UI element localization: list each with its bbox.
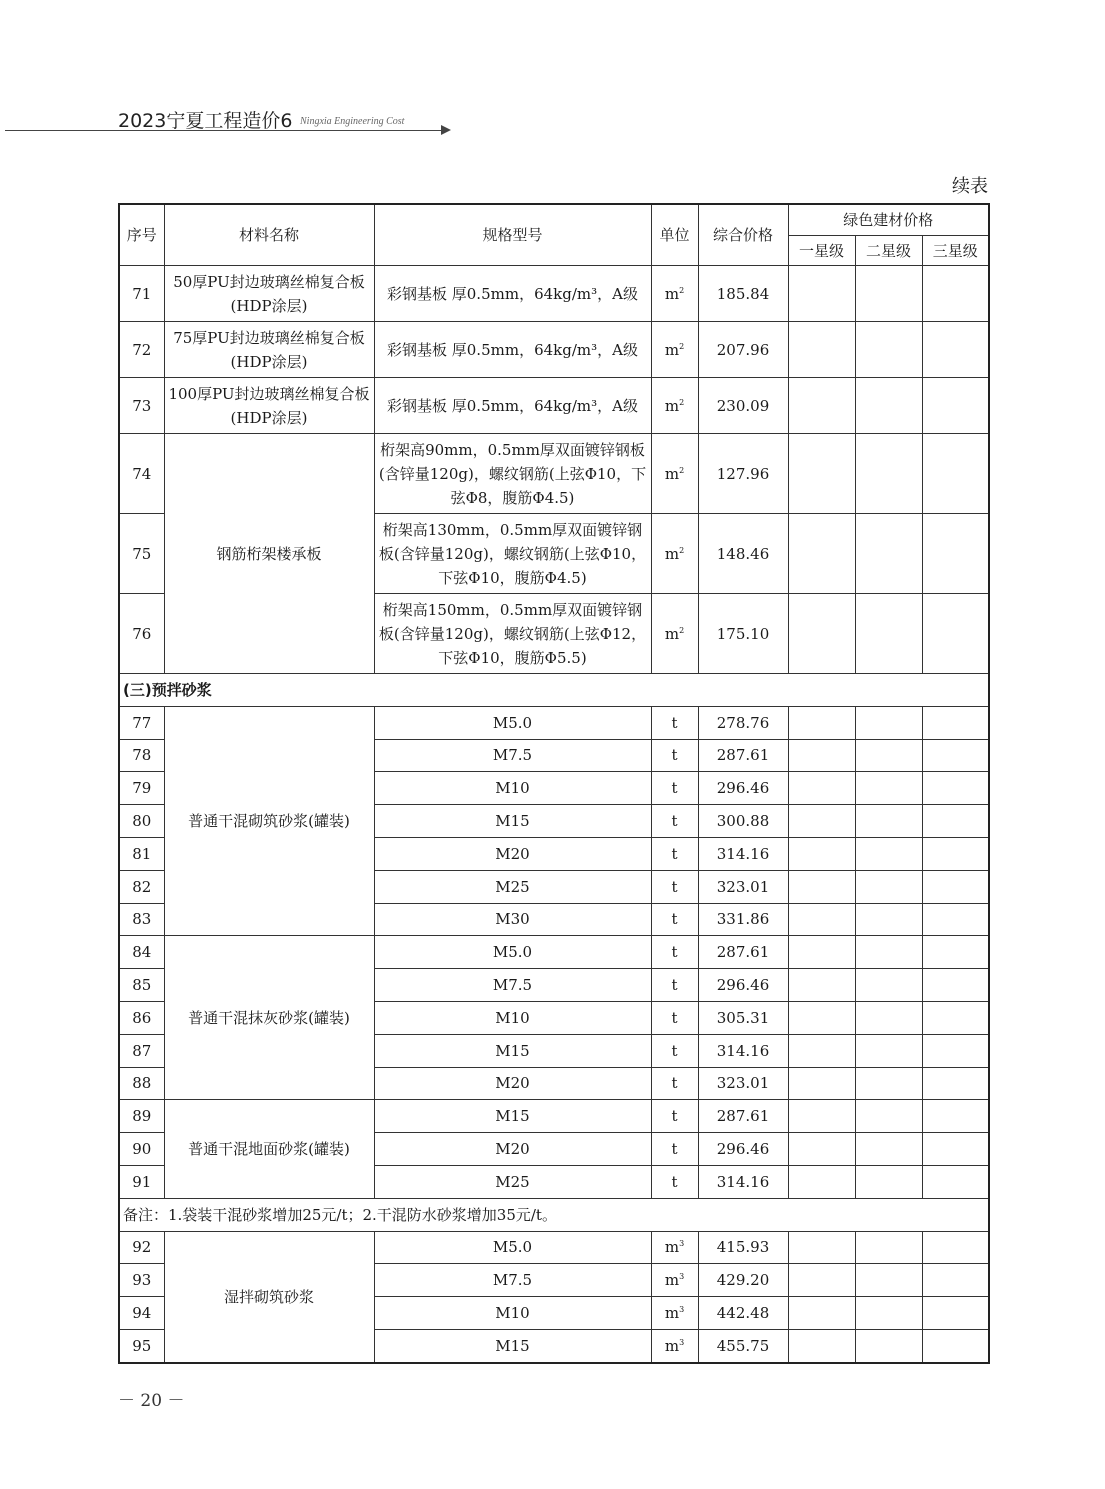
spec-cell: M30 — [374, 903, 651, 936]
price-cell: 148.46 — [698, 514, 788, 594]
row-number-cell: 73 — [119, 378, 164, 434]
star1-cell — [788, 594, 855, 674]
star1-cell — [788, 1297, 855, 1330]
spec-cell: M7.5 — [374, 1264, 651, 1297]
star2-cell — [855, 739, 922, 772]
price-cell: 455.75 — [698, 1329, 788, 1362]
material-name-cell: 钢筋桁架楼承板 — [164, 434, 374, 674]
col-header-price: 综合价格 — [698, 204, 788, 266]
star2-cell — [855, 936, 922, 969]
star1-cell — [788, 266, 855, 322]
spec-cell: M20 — [374, 837, 651, 870]
row-number-cell: 77 — [119, 706, 164, 739]
spec-cell: 彩钢基板 厚0.5mm，64kg/m³，A级 — [374, 266, 651, 322]
section-heading-text: (三)预拌砂浆 — [119, 674, 989, 707]
star3-cell — [922, 1034, 989, 1067]
star1-cell — [788, 969, 855, 1002]
row-number-cell: 94 — [119, 1297, 164, 1330]
col-header-star2: 二星级 — [855, 236, 922, 266]
row-number-cell: 76 — [119, 594, 164, 674]
running-header-title: 2023宁夏工程造价6 — [118, 110, 293, 132]
spec-cell: M15 — [374, 805, 651, 838]
star3-cell — [922, 805, 989, 838]
unit-cell: $m^3$ — [651, 1329, 698, 1362]
row-number-cell: 95 — [119, 1329, 164, 1362]
star3-cell — [922, 322, 989, 378]
table-row — [119, 434, 989, 514]
unit-cell: $m^2$ — [651, 378, 698, 434]
star2-cell — [855, 1001, 922, 1034]
continued-label: 续表 — [952, 176, 988, 197]
unit-cell: t — [651, 870, 698, 903]
price-cell: 314.16 — [698, 1034, 788, 1067]
material-name-cell: 普通干混地面砂浆(罐装) — [164, 1100, 374, 1198]
star1-cell — [788, 837, 855, 870]
row-number-cell: 92 — [119, 1231, 164, 1264]
star1-cell — [788, 739, 855, 772]
row-number-cell: 89 — [119, 1100, 164, 1133]
unit-cell: t — [651, 837, 698, 870]
table-row — [119, 706, 989, 739]
unit-cell: t — [651, 903, 698, 936]
spec-cell: M15 — [374, 1100, 651, 1133]
star3-cell — [922, 1001, 989, 1034]
star2-cell — [855, 594, 922, 674]
star3-cell — [922, 1133, 989, 1166]
table-note-text: 备注：1.袋装干混砂浆增加25元/t；2.干混防水砂浆增加35元/t。 — [119, 1198, 989, 1231]
star1-cell — [788, 1100, 855, 1133]
price-cell: 175.10 — [698, 594, 788, 674]
unit-cell: t — [651, 1165, 698, 1198]
unit-cell: $m^2$ — [651, 594, 698, 674]
col-header-star3: 三星级 — [922, 236, 989, 266]
spec-cell: 彩钢基板 厚0.5mm，64kg/m³，A级 — [374, 378, 651, 434]
star2-cell — [855, 837, 922, 870]
table-row — [119, 322, 989, 378]
unit-cell: t — [651, 1034, 698, 1067]
row-number-cell: 87 — [119, 1034, 164, 1067]
price-cell: 305.31 — [698, 1001, 788, 1034]
spec-cell: M20 — [374, 1133, 651, 1166]
spec-cell: M15 — [374, 1034, 651, 1067]
price-cell: 278.76 — [698, 706, 788, 739]
spec-cell: M25 — [374, 1165, 651, 1198]
spec-cell: 桁架高130mm，0.5mm厚双面镀锌钢板(含锌量120g)，螺纹钢筋(上弦Φ10，下弦Φ10，腹筋Φ4.5) — [374, 514, 651, 594]
star3-cell — [922, 594, 989, 674]
unit-cell: $m^3$ — [651, 1231, 698, 1264]
col-header-spec: 规格型号 — [374, 204, 651, 266]
material-name-cell: 50厚PU封边玻璃丝棉复合板(HDP涂层) — [164, 266, 374, 322]
row-number-cell: 91 — [119, 1165, 164, 1198]
star3-cell — [922, 266, 989, 322]
row-number-cell: 84 — [119, 936, 164, 969]
star2-cell — [855, 870, 922, 903]
star1-cell — [788, 1264, 855, 1297]
material-name-cell: 100厚PU封边玻璃丝棉复合板(HDP涂层) — [164, 378, 374, 434]
star2-cell — [855, 1133, 922, 1166]
row-number-cell: 80 — [119, 805, 164, 838]
price-cell: 331.86 — [698, 903, 788, 936]
star3-cell — [922, 870, 989, 903]
unit-cell: t — [651, 969, 698, 1002]
table-row — [119, 266, 989, 322]
spec-cell: M15 — [374, 1329, 651, 1362]
spec-cell: M5.0 — [374, 936, 651, 969]
star3-cell — [922, 434, 989, 514]
price-cell: 296.46 — [698, 1133, 788, 1166]
spec-cell: M5.0 — [374, 706, 651, 739]
star2-cell — [855, 1264, 922, 1297]
spec-cell: 桁架高90mm，0.5mm厚双面镀锌钢板(含锌量120g)，螺纹钢筋(上弦Φ10，下弦Φ8，腹筋Φ4.5) — [374, 434, 651, 514]
row-number-cell: 85 — [119, 969, 164, 1002]
col-header-unit: 单位 — [651, 204, 698, 266]
star1-cell — [788, 706, 855, 739]
star1-cell — [788, 805, 855, 838]
spec-cell: 彩钢基板 厚0.5mm，64kg/m³，A级 — [374, 322, 651, 378]
star1-cell — [788, 1231, 855, 1264]
price-cell: 314.16 — [698, 837, 788, 870]
row-number-cell: 88 — [119, 1067, 164, 1100]
star1-cell — [788, 1067, 855, 1100]
header-arrow-icon — [441, 125, 451, 135]
star1-cell — [788, 378, 855, 434]
table-row — [119, 1231, 989, 1264]
spec-cell: 桁架高150mm，0.5mm厚双面镀锌钢板(含锌量120g)，螺纹钢筋(上弦Φ12，下弦Φ10，腹筋Φ5.5) — [374, 594, 651, 674]
star3-cell — [922, 1329, 989, 1362]
star1-cell — [788, 1034, 855, 1067]
star1-cell — [788, 514, 855, 594]
star2-cell — [855, 1231, 922, 1264]
star2-cell — [855, 772, 922, 805]
star2-cell — [855, 1297, 922, 1330]
price-cell: 296.46 — [698, 772, 788, 805]
unit-cell: t — [651, 1001, 698, 1034]
material-price-table — [118, 203, 990, 1364]
material-name-cell: 湿拌砌筑砂浆 — [164, 1231, 374, 1363]
unit-cell: $m^2$ — [651, 322, 698, 378]
row-number-cell: 82 — [119, 870, 164, 903]
spec-cell: M5.0 — [374, 1231, 651, 1264]
unit-cell: t — [651, 772, 698, 805]
star2-cell — [855, 1067, 922, 1100]
spec-cell: M7.5 — [374, 739, 651, 772]
row-number-cell: 71 — [119, 266, 164, 322]
star2-cell — [855, 1100, 922, 1133]
star1-cell — [788, 434, 855, 514]
row-number-cell: 79 — [119, 772, 164, 805]
unit-cell: $m^2$ — [651, 434, 698, 514]
star1-cell — [788, 322, 855, 378]
star1-cell — [788, 1329, 855, 1362]
price-cell: 300.88 — [698, 805, 788, 838]
spec-cell: M10 — [374, 1297, 651, 1330]
running-header-subtitle: Ningxia Engineering Cost — [300, 116, 405, 127]
price-cell: 415.93 — [698, 1231, 788, 1264]
col-header-star1: 一星级 — [788, 236, 855, 266]
col-header-green: 绿色建材价格 — [788, 204, 989, 236]
star1-cell — [788, 772, 855, 805]
star1-cell — [788, 1165, 855, 1198]
star3-cell — [922, 1100, 989, 1133]
star2-cell — [855, 378, 922, 434]
price-cell: 442.48 — [698, 1297, 788, 1330]
price-cell: 323.01 — [698, 870, 788, 903]
price-cell: 314.16 — [698, 1165, 788, 1198]
star2-cell — [855, 514, 922, 594]
star3-cell — [922, 739, 989, 772]
spec-cell: M25 — [374, 870, 651, 903]
price-cell: 207.96 — [698, 322, 788, 378]
star3-cell — [922, 1264, 989, 1297]
price-cell: 296.46 — [698, 969, 788, 1002]
star1-cell — [788, 1133, 855, 1166]
row-number-cell: 83 — [119, 903, 164, 936]
star2-cell — [855, 322, 922, 378]
star3-cell — [922, 514, 989, 594]
star1-cell — [788, 870, 855, 903]
star2-cell — [855, 1165, 922, 1198]
unit-cell: $m^2$ — [651, 266, 698, 322]
row-number-cell: 81 — [119, 837, 164, 870]
star3-cell — [922, 378, 989, 434]
section-heading — [119, 674, 989, 707]
unit-cell: t — [651, 936, 698, 969]
star3-cell — [922, 1165, 989, 1198]
star2-cell — [855, 266, 922, 322]
row-number-cell: 90 — [119, 1133, 164, 1166]
star2-cell — [855, 1034, 922, 1067]
star1-cell — [788, 1001, 855, 1034]
spec-cell: M10 — [374, 772, 651, 805]
table-body — [119, 266, 989, 1363]
star1-cell — [788, 903, 855, 936]
row-number-cell: 86 — [119, 1001, 164, 1034]
row-number-cell: 72 — [119, 322, 164, 378]
star2-cell — [855, 805, 922, 838]
star3-cell — [922, 903, 989, 936]
star3-cell — [922, 1231, 989, 1264]
star1-cell — [788, 936, 855, 969]
row-number-cell: 78 — [119, 739, 164, 772]
unit-cell: t — [651, 1067, 698, 1100]
price-cell: 287.61 — [698, 936, 788, 969]
unit-cell: t — [651, 1100, 698, 1133]
price-cell: 185.84 — [698, 266, 788, 322]
star3-cell — [922, 969, 989, 1002]
star2-cell — [855, 969, 922, 1002]
price-cell: 323.01 — [698, 1067, 788, 1100]
material-name-cell: 75厚PU封边玻璃丝棉复合板(HDP涂层) — [164, 322, 374, 378]
star2-cell — [855, 706, 922, 739]
material-name-cell: 普通干混砌筑砂浆(罐装) — [164, 706, 374, 936]
spec-cell: M10 — [374, 1001, 651, 1034]
star2-cell — [855, 1329, 922, 1362]
spec-cell: M20 — [374, 1067, 651, 1100]
unit-cell: t — [651, 805, 698, 838]
unit-cell: $m^2$ — [651, 514, 698, 594]
star3-cell — [922, 936, 989, 969]
unit-cell: $m^3$ — [651, 1297, 698, 1330]
row-number-cell: 74 — [119, 434, 164, 514]
row-number-cell: 75 — [119, 514, 164, 594]
table-row — [119, 1100, 989, 1133]
star3-cell — [922, 1297, 989, 1330]
price-cell: 429.20 — [698, 1264, 788, 1297]
table-row — [119, 936, 989, 969]
price-cell: 230.09 — [698, 378, 788, 434]
star3-cell — [922, 706, 989, 739]
page-number: － 20 － — [118, 1391, 185, 1411]
price-cell: 127.96 — [698, 434, 788, 514]
col-header-name: 材料名称 — [164, 204, 374, 266]
unit-cell: t — [651, 1133, 698, 1166]
star2-cell — [855, 903, 922, 936]
table-note — [119, 1198, 989, 1231]
unit-cell: t — [651, 739, 698, 772]
star2-cell — [855, 434, 922, 514]
row-number-cell: 93 — [119, 1264, 164, 1297]
unit-cell: t — [651, 706, 698, 739]
spec-cell: M7.5 — [374, 969, 651, 1002]
header-rule — [5, 130, 445, 131]
price-cell: 287.61 — [698, 1100, 788, 1133]
price-cell: 287.61 — [698, 739, 788, 772]
star3-cell — [922, 1067, 989, 1100]
table-row — [119, 378, 989, 434]
star3-cell — [922, 772, 989, 805]
col-header-no: 序号 — [119, 204, 164, 266]
star3-cell — [922, 837, 989, 870]
unit-cell: $m^3$ — [651, 1264, 698, 1297]
material-name-cell: 普通干混抹灰砂浆(罐装) — [164, 936, 374, 1100]
